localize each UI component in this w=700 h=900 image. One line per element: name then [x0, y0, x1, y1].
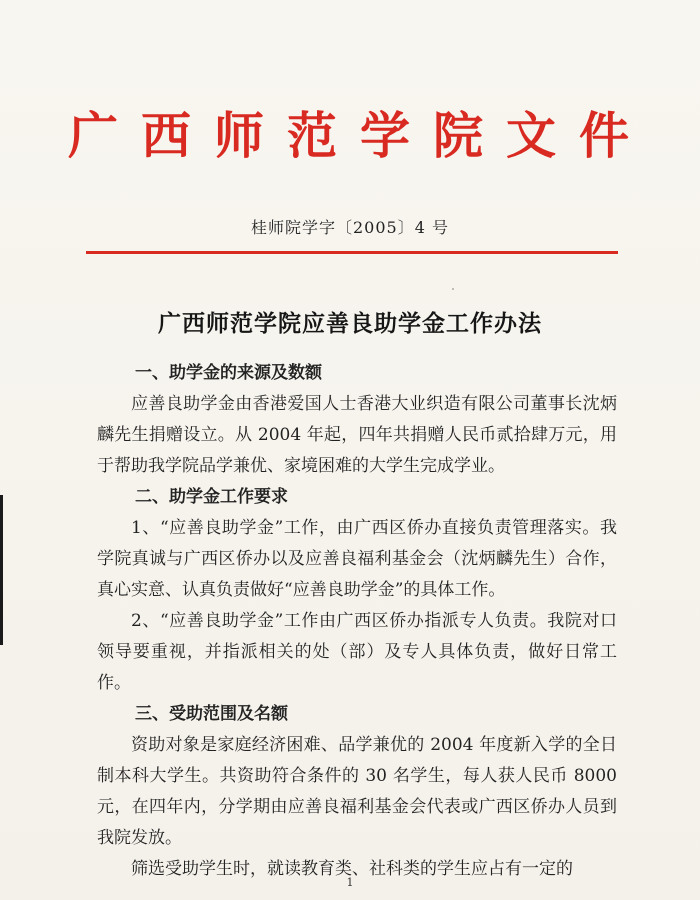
paragraph: 资助对象是家庭经济困难、品学兼优的 2004 年度新入学的全日制本科大学生。共资助符合条件的 30 名学生，每人获人民币 8000 元，在四年内，分学期由应善良福利基金会代表或广西区侨办人员到我院发放。 [97, 735, 617, 848]
paragraph: 筛选受助学生时，就读教育类、社科类的学生应占有一定的 [131, 859, 573, 879]
scan-edge-mark [0, 495, 3, 645]
section-scope-and-quota [97, 699, 617, 885]
page-number: 1 [346, 876, 354, 889]
paragraph: 2、“应善良助学金”工作由广西区侨办指派专人负责。我院对口领导要重视，并指派相关的处（部）及专人具体负责，做好日常工作。 [97, 611, 617, 693]
document-main-title: 广西师范学院应善良助学金工作办法 [158, 310, 542, 337]
section-heading: 二、助学金工作要求 [135, 487, 288, 507]
paragraph: 应善良助学金由香港爱国人士香港大业织造有限公司董事长沈炳麟先生捐赠设立。从 2004 年起，四年共捐赠人民币贰拾肆万元，用于帮助我学院品学兼优、家境困难的大学生完成学业。 [97, 394, 617, 476]
section-heading: 三、受助范围及名额 [135, 704, 288, 724]
paragraph: 1、“应善良助学金”工作，由广西区侨办直接负责管理落实。我学院真诚与广西区侨办以及应善良福利基金会（沈炳麟先生）合作，真心实意、认真负责做好“应善良助学金”的具体工作。 [97, 518, 617, 600]
document-number: 桂师院学字〔2005〕4 号 [251, 218, 449, 237]
document-body [97, 358, 617, 885]
red-header-rule [86, 251, 618, 254]
section-work-requirements [97, 482, 617, 699]
section-source-and-amount [97, 358, 617, 482]
section-heading: 一、助学金的来源及数额 [135, 363, 322, 383]
document-header-title: 广西师范学院文件 [68, 106, 652, 165]
scan-speck [452, 288, 454, 290]
